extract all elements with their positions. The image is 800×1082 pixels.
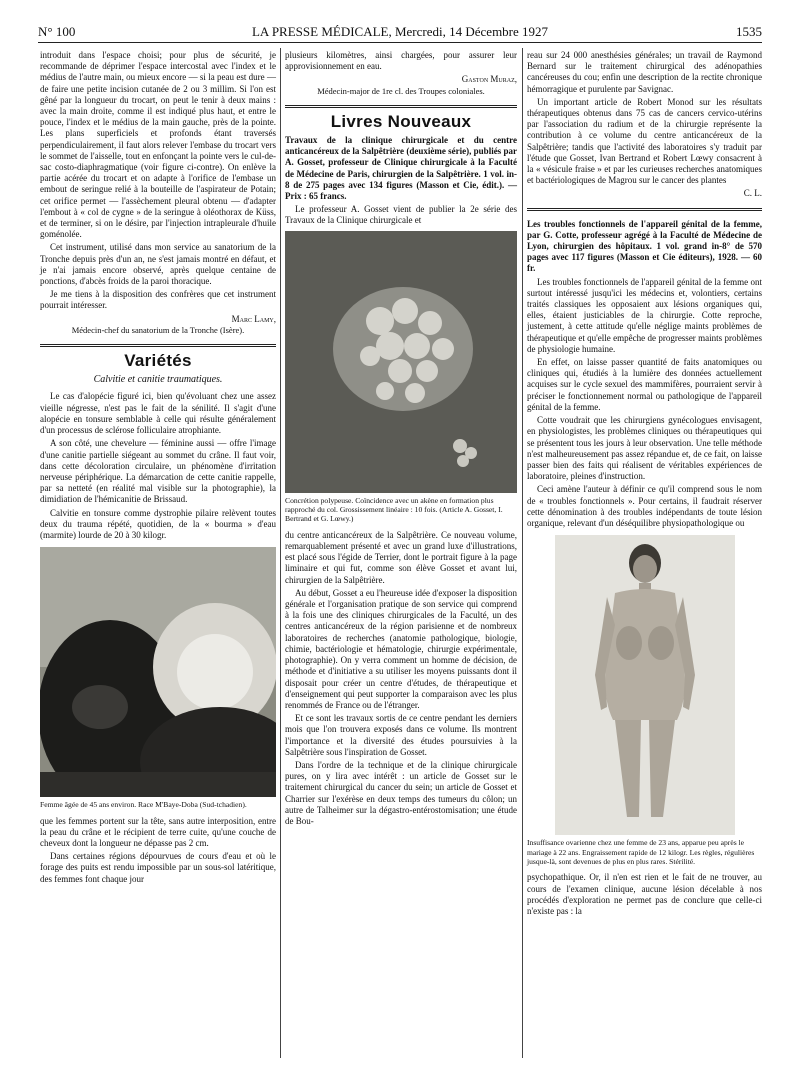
photo-caption: Concrétion polypeuse. Coïncidence avec un akène en formation plus rapproché du col. Grossissement linéaire : 10 fois. (Article A. Gosset, I. Bertrand et G. Lœwy.) [285, 495, 503, 524]
book-review-heading: Travaux de la clinique chirurgicale et du centre anticancéreux de la Salpêtrière (deuxième série), publiés par A. Gosset, professeur de Clinique chirurgicale à la Faculté de Médecine de Paris, chirurgien de la Salpêtrière. 1 vol. in-8 de 275 pages avec 134 figures (Masson et Cie, édit.). — Prix : 65 francs. [285, 135, 517, 202]
photo-polyp-concretion [285, 231, 517, 493]
section-title-varietes: Variétés [124, 351, 192, 371]
photo-standing-woman [555, 535, 735, 835]
author-signature: Gaston Muraz, [461, 74, 517, 85]
photo-caption: Femme âgée de 45 ans environ. Race M'Baye-Doba (Sud-tchadien). [40, 800, 247, 810]
column-2 [285, 50, 517, 829]
author-role: Médecin-major de 1re cl. des Troupes coloniales. [317, 85, 485, 96]
header-rule [38, 42, 762, 43]
paragraph: Calvitie en tonsure comme dystrophie pilaire relèvent toutes deux du trauma répété, quotidien, de la « bourma » d'eau (marmite) lourde de 20 à 30 kilogr. [40, 507, 276, 540]
paragraph: Je me tiens à la disposition des confrères que cet instrument pourrait intéresser. [40, 289, 276, 311]
section-title-livres-nouveaux: Livres Nouveaux [330, 111, 472, 131]
paragraph: Le cas d'alopécie figuré ici, bien qu'évoluant chez une assez vieille négresse, n'est pas le fait de la sénilité. Il s'agit d'une alopécie en tonsure semblable à celle qui résulte généralement d'un processus de sclérose folliculaire atrophiante. [40, 391, 276, 436]
paragraph: introduit dans l'espace choisi; pour plus de sécurité, je recommande de déprimer l'espace intercostal avec l'index et le médius de l'autre main, ou mieux encore — si la peau est dure — de faire une petite incision cutanée de 2 ou 3 millim. Si l'on est gêné par la longueur du trocart, on peut le tenir à deux mains : avec la main droite, comme il est indiqué plus haut, et entre le pouce, l'index et le médius de la main gauche, près de la pointe. Les plans superficiels et profonds étant traversés perpendiculairement, il faut alors relever l'embase du trocart vers le sommet de l'aisselle, tout en enfonçant la pointe vers le cul-de-sac costo-diaphragmatique (voir figure ci-contre). On enlève la partie acérée du trocart et on adapte à l'orifice de l'embase un embout de seringue relié à la bouteille de l'aspirateur de Potain; cet orifice permet — l'assèchement pleural obtenu — d'adapter l'embout à « col de cygne » de la seringue à oléothorax de Küss, et de terminer, si on le désire, par l'injection intrapleurale d'huile goménolée. [40, 50, 276, 240]
paragraph: reau sur 24 000 anesthésies générales; un travail de Raymond Bernard sur le traitement chirurgical des adénopathies cancéreuses du cou; enfin une description de la rectite chronique hémorragique et purulente par Savignac. [527, 50, 762, 94]
paragraph: Dans certaines régions dépourvues de cours d'eau et où le forage des puits est rendu impossible par un sous-sol latéritique, des femmes font chaque jour [40, 851, 276, 884]
section-rule [285, 105, 517, 108]
photo-illustration [555, 535, 735, 835]
paragraph: En effet, on laisse passer quantité de faits anatomiques ou cliniques qui, étudiés à la lumière des données actuellement acquises sur le cycle sexuel des mammifères, pourraient servir à préciser le fonctionnement normal ou pathologique de l'appareil génital de la femme. [527, 357, 762, 412]
column-divider [280, 48, 281, 1058]
paragraph: Cet instrument, utilisé dans mon service au sanatorium de la Tronche depuis près d'un an, ne s'est jamais montré en défaut, et je n'ai jamais encore observé, après quelque centaine de ponctions, d'abcès froids de la paroi thoracique. [40, 242, 276, 287]
paragraph: que les femmes portent sur la tête, sans autre interposition, entre la peau du crâne et le récipient de terre cuite, qu'une couche de cheveux dont la longueur ne dépasse pas 2 cm. [40, 815, 276, 848]
photo-illustration [40, 547, 276, 797]
photo-illustration [285, 231, 517, 493]
paragraph: Ceci amène l'auteur à définir ce qu'il comprend sous le nom de « troubles fonctionnels ». Pour certains, il faudrait réserver cette dénomination à des troubles indépendants de toute lésion organique, relevant d'un déséquilibre physiopathologique ou [527, 484, 762, 528]
paragraph: Le professeur A. Gosset vient de publier la 2e série des Travaux de la Clinique chirurgicale et [285, 204, 517, 226]
issue-number: N° 100 [38, 24, 76, 39]
column-3 [527, 50, 762, 919]
photo-two-women-heads [40, 547, 276, 797]
paragraph: du centre anticancéreux de la Salpêtrière. Ce nouveau volume, remarquablement présenté et avec un grand luxe d'illustrations, est placé sous l'égide de Terrier, dont le portrait figure à la page liminaire et qui fut, comme son élève Gosset et avant lui, chirurgien de la Salpêtrière. [285, 529, 517, 585]
author-role: Médecin-chef du sanatorium de la Tronche (Isère). [71, 324, 245, 335]
section-rule [40, 344, 276, 347]
paragraph: Et ce sont les travaux sortis de ce centre pendant les derniers mois que l'on trouvera exposés dans ce volume. Ils montrent l'importance et la diversité des études poursuivies à la Salpêtrière sous l'inspiration de Gosset. [285, 713, 517, 757]
paragraph: Au début, Gosset a eu l'heureuse idée d'exposer la disposition générale et l'organisation pratique de son service qui comprend à la fois une des cliniques chirurgicales de la Faculté, un des centres anticancéreux de la région parisienne et de nombreux laboratoires de recherches (anatomie pathologique, biologie, chimie, bactériologie et hématologie, chirurgie expérimentale, photographie). On y verra comment un homme de décision, de méthode et d'initiative a su utiliser les moyens puissants dont il disposait pour créer un centre d'études, de thérapeutique et d'enseignement qui peut supporter la comparaison avec les plus renommés de France ou de l'étranger. [285, 587, 517, 710]
article-subtitle: Calvitie et canitie traumatiques. [93, 374, 223, 386]
paragraph: A son côté, une chevelure — féminine aussi — offre l'image d'une canitie partielle siégeant au sommet du crâne. Il faut voir, dans cette décoloration circulaire, un phénomène d'irritation nerveuse périphérique. La démarcation de cette canitie rappelle, par sa netteté (en réalité mal visible sur la photographie), la dimidiation de l'hémicanitie de Brissaud. [40, 438, 276, 505]
page-number: 1535 [736, 24, 762, 39]
paragraph: Un important article de Robert Monod sur les résultats thérapeutiques obtenus dans 75 cas de cancers cervico-utérins par l'association du radium et de la chirurgie représente la contribution à ce volume du centre anticancéreux de la Salpêtrière; tandis que l'activité des laboratoires s'y traduit par l'étude que Gosset, Ivan Bertrand et Robert Lœwy consacrent à la « vésicule fraise » et par les curieuses recherches anatomiques et bactériologiques de Magrou sur le cancer des plantes [527, 96, 762, 186]
paragraph: Cotte voudrait que les chirurgiens gynécologues envisagent, en physiologistes, les problèmes cliniques ou thérapeutiques qui se présentent tous les jours à leur observation. Une telle méthode n'est malheureusement pas assez répandue et, de ce fait, on laisse passer bien des faits qui réalisent de véritables expériences de laboratoire, pleines d'instruction. [527, 415, 762, 482]
book-review-heading: Les troubles fonctionnels de l'appareil génital de la femme, par G. Cotte, professeur agrégé à la Faculté de Médecine de Lyon, chirurgien des hôpitaux. 1 vol. grand in-8° de 570 pages avec 117 figures (Masson et Cie éditeurs), 1928. — 60 fr. [527, 218, 762, 274]
column-1 [40, 50, 276, 887]
page-header [38, 24, 762, 42]
photo-caption: Insuffisance ovarienne chez une femme de 23 ans, apparue peu après le mariage à 22 ans. Engraissement rapide de 12 kilogr. Les règles, régulières jusque-là, sont devenues de plus en plus rares. Stérilité. [527, 838, 755, 866]
paragraph: plusieurs kilomètres, ainsi chargées, pour assurer leur approvisionnement en eau. [285, 50, 517, 72]
journal-title: LA PRESSE MÉDICALE, Mercredi, 14 Décembre 1927 [251, 24, 549, 39]
author-signature: Marc Lamy, [231, 313, 276, 324]
paragraph: Les troubles fonctionnels de l'appareil génital de la femme ont surtout intéressé jusqu'ici les médecins et, volontiers, certains traités classiques les opposaient aux lésions organiques qui, elles, étaient justiciables de la chirurgie. Cotte reproche, justement, à cette attitude qu'elle néglige maints problèmes de thérapeutique et qu'elle empêche de progresser maints problèmes de physiologie humaine. [527, 276, 762, 354]
paragraph: psychopathique. Or, il n'en est rien et le fait de ne trouver, au cours de l'examen clinique, aucune lésion décelable à nos procédés d'exploration ne permet pas de conclure que celle-ci n'existe pas : la [527, 872, 762, 916]
author-signature: C. L. [743, 188, 762, 199]
section-rule [527, 208, 762, 211]
paragraph: Dans l'ordre de la technique et de la clinique chirurgicale pures, on y lira avec intérêt : un article de Gosset sur le traitement chirurgical du cancer du sein; un article de Gosset et Charrier sur l'exérèse en deux temps des tumeurs du côlon; un autre de Talheimer sur la dégastro-entérostomisation; une étude de Bou- [285, 759, 517, 826]
column-divider [522, 48, 523, 1058]
